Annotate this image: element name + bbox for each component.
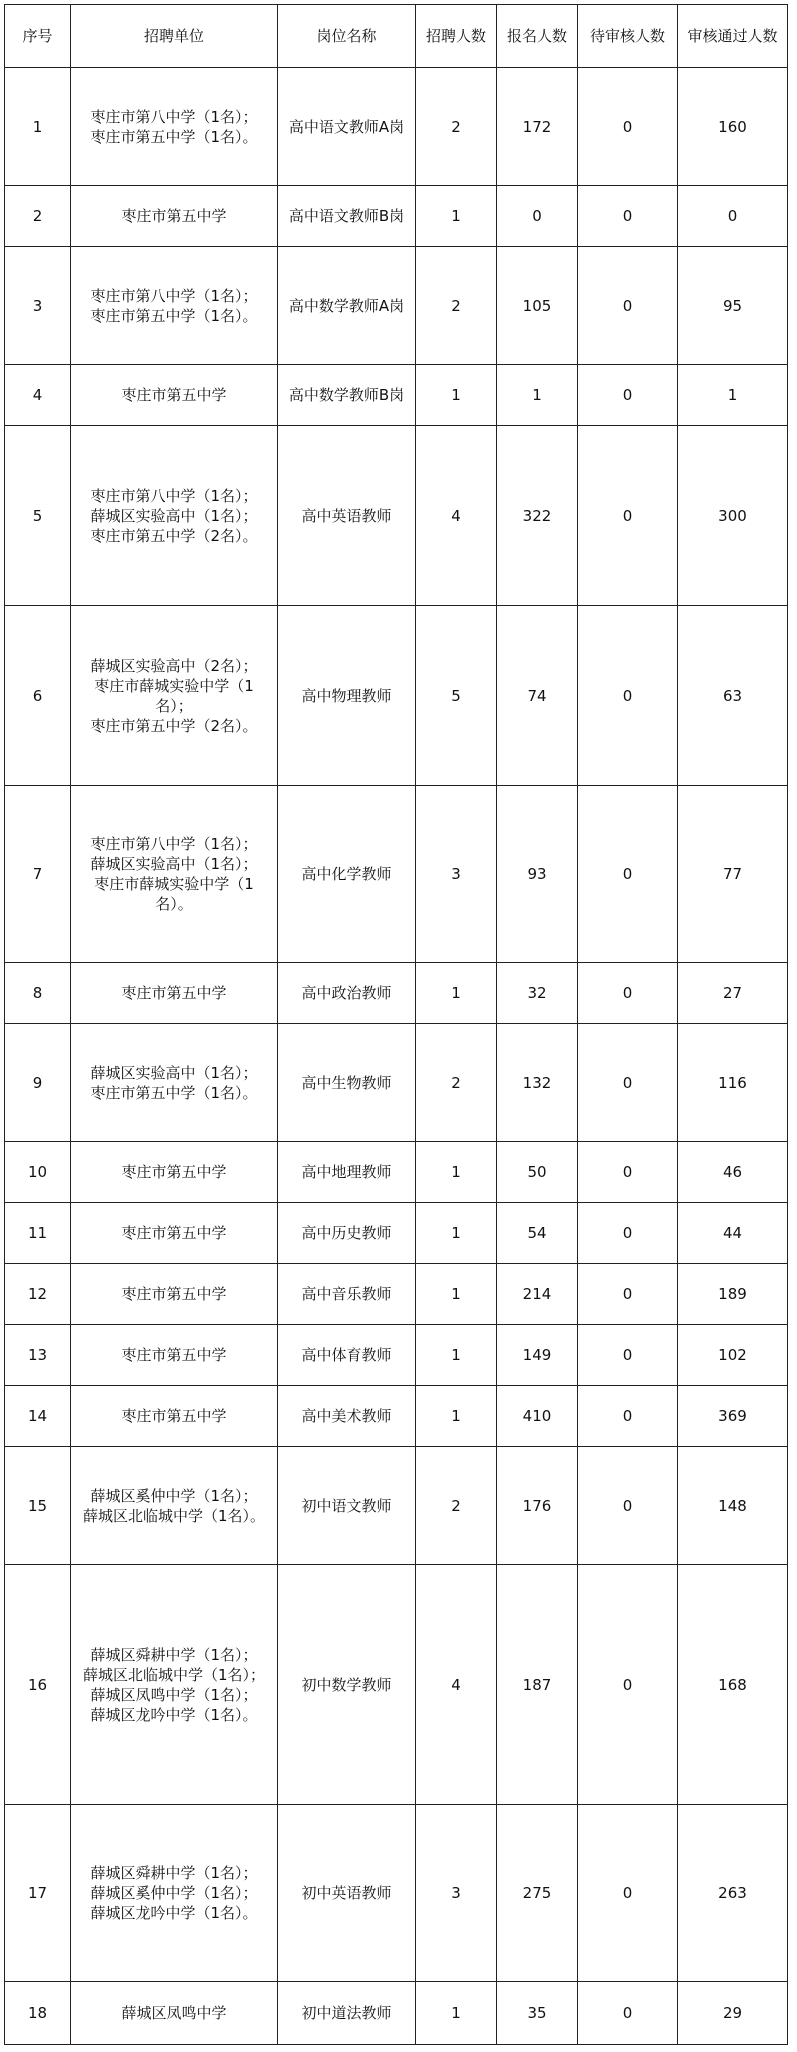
unit-line: 枣庄市第五中学（1名）。 xyxy=(90,306,258,325)
cell-applied: 132 xyxy=(497,1024,578,1142)
cell-no: 9 xyxy=(5,1024,71,1142)
unit-line: 薛城区实验高中（1名）； xyxy=(90,1063,258,1082)
cell-post: 高中数学教师A岗 xyxy=(278,247,416,365)
cell-no: 6 xyxy=(5,606,71,786)
cell-applied: 149 xyxy=(497,1325,578,1386)
table-row xyxy=(5,1325,788,1386)
header-no: 序号 xyxy=(5,5,71,68)
cell-applied: 214 xyxy=(497,1264,578,1325)
cell-pending: 0 xyxy=(578,1447,678,1565)
unit-line: 枣庄市第五中学 xyxy=(121,1224,227,1242)
cell-unit xyxy=(71,1325,278,1386)
cell-post: 初中数学教师 xyxy=(278,1565,416,1805)
cell-post: 高中历史教师 xyxy=(278,1203,416,1264)
unit-line: 名）。 xyxy=(155,895,193,913)
cell-pending: 0 xyxy=(578,1386,678,1447)
cell-passed: 27 xyxy=(678,963,788,1024)
unit-line: 枣庄市第五中学 xyxy=(121,1346,227,1364)
cell-post: 高中化学教师 xyxy=(278,786,416,963)
unit-line: 薛城区舜耕中学（1名）； xyxy=(90,1864,258,1882)
cell-no: 8 xyxy=(5,963,71,1024)
unit-line: 枣庄市第五中学 xyxy=(121,1407,227,1425)
cell-unit xyxy=(71,1024,278,1142)
cell-pending: 0 xyxy=(578,1203,678,1264)
cell-no: 15 xyxy=(5,1447,71,1565)
cell-applied: 32 xyxy=(497,963,578,1024)
header-quota: 招聘人数 xyxy=(416,5,497,68)
cell-post: 初中语文教师 xyxy=(278,1447,416,1565)
cell-passed: 0 xyxy=(678,186,788,247)
cell-applied: 1 xyxy=(497,365,578,426)
cell-post: 高中美术教师 xyxy=(278,1386,416,1447)
cell-quota: 1 xyxy=(416,1386,497,1447)
table-row xyxy=(5,1982,788,2045)
cell-applied: 35 xyxy=(497,1982,578,2045)
cell-quota: 1 xyxy=(416,186,497,247)
unit-line: 枣庄市第五中学 xyxy=(121,1163,227,1181)
cell-passed: 44 xyxy=(678,1203,788,1264)
cell-unit xyxy=(71,606,278,786)
cell-applied: 54 xyxy=(497,1203,578,1264)
unit-line: 枣庄市第五中学 xyxy=(121,386,227,404)
cell-quota: 1 xyxy=(416,963,497,1024)
cell-applied: 176 xyxy=(497,1447,578,1565)
cell-unit xyxy=(71,247,278,365)
header-passed: 审核通过人数 xyxy=(678,5,788,68)
unit-line: 薛城区实验高中（1名）； xyxy=(90,855,258,873)
cell-unit xyxy=(71,1982,278,2045)
table-row xyxy=(5,963,788,1024)
cell-post: 高中地理教师 xyxy=(278,1142,416,1203)
table-row xyxy=(5,606,788,786)
cell-passed: 29 xyxy=(678,1982,788,2045)
cell-post: 高中语文教师A岗 xyxy=(278,68,416,186)
unit-line: 枣庄市第五中学（2名）。 xyxy=(90,526,258,545)
cell-post: 初中道法教师 xyxy=(278,1982,416,2045)
cell-post: 高中政治教师 xyxy=(278,963,416,1024)
cell-unit xyxy=(71,1142,278,1203)
cell-passed: 46 xyxy=(678,1142,788,1203)
unit-line: 枣庄市第八中学（1名）； xyxy=(90,286,258,305)
cell-pending: 0 xyxy=(578,186,678,247)
cell-no: 17 xyxy=(5,1805,71,1982)
cell-post: 高中数学教师B岗 xyxy=(278,365,416,426)
cell-passed: 148 xyxy=(678,1447,788,1565)
cell-no: 14 xyxy=(5,1386,71,1447)
unit-line: 枣庄市第五中学 xyxy=(121,1285,227,1303)
cell-pending: 0 xyxy=(578,963,678,1024)
cell-passed: 369 xyxy=(678,1386,788,1447)
cell-unit xyxy=(71,963,278,1024)
cell-pending: 0 xyxy=(578,1325,678,1386)
cell-pending: 0 xyxy=(578,1982,678,2045)
cell-passed: 189 xyxy=(678,1264,788,1325)
cell-no: 1 xyxy=(5,68,71,186)
cell-no: 13 xyxy=(5,1325,71,1386)
unit-line: 枣庄市第五中学（1名）。 xyxy=(90,127,258,146)
cell-applied: 74 xyxy=(497,606,578,786)
cell-unit xyxy=(71,1386,278,1447)
unit-line: 薛城区奚仲中学（1名）； xyxy=(90,1486,258,1505)
cell-no: 2 xyxy=(5,186,71,247)
cell-quota: 3 xyxy=(416,1805,497,1982)
cell-no: 3 xyxy=(5,247,71,365)
cell-unit xyxy=(71,426,278,606)
cell-quota: 5 xyxy=(416,606,497,786)
cell-quota: 3 xyxy=(416,786,497,963)
cell-quota: 1 xyxy=(416,1142,497,1203)
table-row xyxy=(5,365,788,426)
cell-pending: 0 xyxy=(578,1142,678,1203)
unit-line: 枣庄市第五中学（2名）。 xyxy=(90,716,258,735)
cell-pending: 0 xyxy=(578,68,678,186)
unit-line: 薛城区凤鸣中学 xyxy=(121,2004,227,2022)
unit-line: 枣庄市第八中学（1名）； xyxy=(90,835,258,853)
cell-quota: 1 xyxy=(416,365,497,426)
cell-unit xyxy=(71,186,278,247)
cell-pending: 0 xyxy=(578,365,678,426)
cell-no: 11 xyxy=(5,1203,71,1264)
header-post: 岗位名称 xyxy=(278,5,416,68)
cell-quota: 2 xyxy=(416,247,497,365)
cell-pending: 0 xyxy=(578,1805,678,1982)
unit-line: 薛城区奚仲中学（1名）； xyxy=(90,1884,258,1902)
unit-line: 枣庄市薛城实验中学（1 xyxy=(94,676,254,695)
unit-line: 枣庄市第八中学（1名）； xyxy=(90,107,258,126)
header-unit: 招聘单位 xyxy=(71,5,278,68)
cell-unit xyxy=(71,1447,278,1565)
table-header xyxy=(5,5,788,68)
cell-no: 4 xyxy=(5,365,71,426)
unit-line: 枣庄市第八中学（1名）； xyxy=(90,486,258,505)
cell-pending: 0 xyxy=(578,426,678,606)
cell-pending: 0 xyxy=(578,1264,678,1325)
table-row xyxy=(5,426,788,606)
table-row xyxy=(5,1447,788,1565)
unit-line: 枣庄市第五中学 xyxy=(121,207,227,225)
cell-applied: 322 xyxy=(497,426,578,606)
cell-passed: 263 xyxy=(678,1805,788,1982)
cell-quota: 1 xyxy=(416,1264,497,1325)
unit-line: 枣庄市薛城实验中学（1 xyxy=(94,875,254,893)
unit-line: 薛城区龙吟中学（1名）。 xyxy=(90,1904,258,1922)
cell-passed: 77 xyxy=(678,786,788,963)
table-row xyxy=(5,1024,788,1142)
cell-no: 18 xyxy=(5,1982,71,2045)
unit-line: 薛城区龙吟中学（1名）。 xyxy=(90,1705,258,1724)
cell-applied: 410 xyxy=(497,1386,578,1447)
recruitment-table xyxy=(4,4,788,2045)
cell-no: 7 xyxy=(5,786,71,963)
unit-line: 名）； xyxy=(155,696,193,715)
table-row xyxy=(5,68,788,186)
unit-line: 薛城区实验高中（2名）； xyxy=(90,656,258,675)
cell-unit xyxy=(71,786,278,963)
unit-line: 薛城区实验高中（1名）； xyxy=(90,506,258,525)
cell-passed: 95 xyxy=(678,247,788,365)
cell-pending: 0 xyxy=(578,786,678,963)
cell-unit xyxy=(71,1203,278,1264)
cell-quota: 4 xyxy=(416,1565,497,1805)
table-row xyxy=(5,1142,788,1203)
cell-quota: 1 xyxy=(416,1325,497,1386)
table-row xyxy=(5,1203,788,1264)
unit-line: 薛城区北临城中学（1名）； xyxy=(82,1665,266,1684)
cell-post: 高中体育教师 xyxy=(278,1325,416,1386)
cell-post: 高中生物教师 xyxy=(278,1024,416,1142)
cell-passed: 63 xyxy=(678,606,788,786)
cell-quota: 4 xyxy=(416,426,497,606)
table-row xyxy=(5,786,788,963)
cell-no: 10 xyxy=(5,1142,71,1203)
cell-quota: 1 xyxy=(416,1203,497,1264)
unit-line: 枣庄市第五中学（1名）。 xyxy=(90,1083,258,1102)
cell-post: 高中语文教师B岗 xyxy=(278,186,416,247)
cell-applied: 172 xyxy=(497,68,578,186)
header-pending: 待审核人数 xyxy=(578,5,678,68)
cell-unit xyxy=(71,68,278,186)
table-row xyxy=(5,1565,788,1805)
cell-passed: 102 xyxy=(678,1325,788,1386)
cell-unit xyxy=(71,1805,278,1982)
cell-pending: 0 xyxy=(578,247,678,365)
cell-post: 高中英语教师 xyxy=(278,426,416,606)
unit-line: 薛城区北临城中学（1名）。 xyxy=(82,1506,266,1525)
cell-applied: 0 xyxy=(497,186,578,247)
cell-passed: 1 xyxy=(678,365,788,426)
table-body xyxy=(5,68,788,2045)
cell-unit xyxy=(71,1264,278,1325)
header-row xyxy=(5,5,788,68)
cell-pending: 0 xyxy=(578,606,678,786)
cell-passed: 300 xyxy=(678,426,788,606)
unit-line: 薛城区凤鸣中学（1名）； xyxy=(90,1685,258,1704)
cell-applied: 50 xyxy=(497,1142,578,1203)
unit-line: 枣庄市第五中学 xyxy=(121,984,227,1002)
table-row xyxy=(5,1264,788,1325)
cell-unit xyxy=(71,365,278,426)
cell-applied: 105 xyxy=(497,247,578,365)
cell-quota: 2 xyxy=(416,1447,497,1565)
cell-passed: 116 xyxy=(678,1024,788,1142)
header-applied: 报名人数 xyxy=(497,5,578,68)
cell-pending: 0 xyxy=(578,1565,678,1805)
cell-post: 高中音乐教师 xyxy=(278,1264,416,1325)
cell-unit xyxy=(71,1565,278,1805)
cell-no: 5 xyxy=(5,426,71,606)
table-row xyxy=(5,247,788,365)
cell-passed: 168 xyxy=(678,1565,788,1805)
cell-no: 12 xyxy=(5,1264,71,1325)
cell-quota: 2 xyxy=(416,68,497,186)
cell-quota: 2 xyxy=(416,1024,497,1142)
cell-post: 初中英语教师 xyxy=(278,1805,416,1982)
table-row xyxy=(5,1805,788,1982)
cell-pending: 0 xyxy=(578,1024,678,1142)
cell-no: 16 xyxy=(5,1565,71,1805)
cell-passed: 160 xyxy=(678,68,788,186)
cell-post: 高中物理教师 xyxy=(278,606,416,786)
table-row xyxy=(5,1386,788,1447)
table-row xyxy=(5,186,788,247)
unit-line: 薛城区舜耕中学（1名）； xyxy=(90,1645,258,1664)
cell-applied: 187 xyxy=(497,1565,578,1805)
cell-applied: 93 xyxy=(497,786,578,963)
cell-applied: 275 xyxy=(497,1805,578,1982)
cell-quota: 1 xyxy=(416,1982,497,2045)
